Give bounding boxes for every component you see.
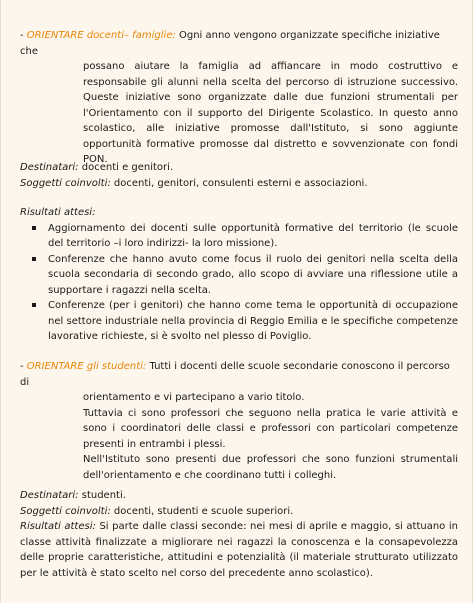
risultati-line xyxy=(20,519,458,581)
section-orientare-docenti-famiglie xyxy=(20,28,458,168)
list-item xyxy=(32,221,458,252)
section-title: ORIENTARE docenti– famiglie: xyxy=(26,30,176,41)
risultati-label: Risultati attesi: xyxy=(20,521,96,532)
soggetti-value: docenti, genitori, consulenti esterni e associazioni. xyxy=(113,177,368,189)
section-orientare-studenti xyxy=(20,359,458,483)
soggetti-line xyxy=(20,504,458,520)
section1-risultati xyxy=(20,205,458,345)
list-item-text: Conferenze (per i genitori) che hanno come tema le opportunità di occupazione nel settore industriale nella provincia di Reggio Emilia e le specifiche competenze lavorative richieste, si è svolto nel plesso di Poviglio. xyxy=(48,300,458,342)
destinatari-value: studenti. xyxy=(81,490,126,501)
bullet-icon xyxy=(32,303,36,307)
dash: - xyxy=(20,361,24,372)
risultati-text: Si parte dalle classi seconde: nei mesi di aprile e maggio, si attuano in classe attività finalizzate a migliorare nei ragazzi la conoscenza e la consapevolezza delle proprie caratteristiche, attitudini e potenzialità (il materiale strutturato utilizzato per le attività è stato scelto nel corso del precedente anno scolastico). xyxy=(20,521,458,579)
soggetti-line xyxy=(20,176,458,192)
section2-meta xyxy=(20,488,458,581)
list-item-text: Conferenze che hanno avuto come focus il ruolo dei genitori nella scelta della scuola secondaria di secondo grado, allo scopo di avviare una riflessione utile a supportare i ragazzi nella scelta. xyxy=(48,253,458,296)
list-item xyxy=(32,298,458,345)
destinatari-line xyxy=(20,488,458,504)
risultati-list xyxy=(20,221,458,345)
section-paragraph: possano aiutare la famiglia ad affiancare in modo costruttivo e responsabile gli alunni nella scelta del percorso di istruzione successivo. Queste iniziative sono organizzate dalle due funzioni strumentali per l'Orientamento con il supporto del Dirigente Scolastico. In questo anno scolastico, alle iniziative promosse dall'Istituto, si sono aggiunte opportunità formative promosse dal distretto e sovvenzionate con fondi PON. xyxy=(83,61,458,165)
list-item-text: Aggiornamento dei docenti sulle opportunità formative del territorio (le scuole del territorio –i loro indirizzi- la loro missione). xyxy=(48,222,458,249)
section-paragraph: Tuttavia ci sono professori che seguono nella pratica le varie attività e sono i coordinatori delle classi e professori con particolari competenze presenti in entrambi i plessi. xyxy=(83,407,458,450)
destinatari-label: Destinatari: xyxy=(20,490,79,501)
destinatari-value: docenti e genitori. xyxy=(81,162,174,173)
section-heading-line xyxy=(20,359,458,390)
section-paragraph: orientamento e vi partecipano a vario titolo. xyxy=(83,392,305,403)
section-intro-text: Tutti i docenti delle scuole secondarie conoscono il percorso di xyxy=(20,361,450,388)
section-heading-line xyxy=(20,28,458,59)
section-intro-text: Ogni anno vengono organizzate specifiche iniziative che xyxy=(20,30,440,57)
soggetti-value: docenti, studenti e scuole superiori. xyxy=(113,505,294,517)
list-item xyxy=(32,252,458,299)
bullet-icon xyxy=(32,226,36,230)
bullet-icon xyxy=(32,257,36,261)
soggetti-label: Soggetti coinvolti: xyxy=(20,505,111,517)
section-title: ORIENTARE gli studenti: xyxy=(26,361,147,372)
dash: - xyxy=(20,30,24,41)
risultati-label: Risultati attesi: xyxy=(20,207,96,218)
destinatari-line xyxy=(20,160,458,176)
soggetti-label: Soggetti coinvolti: xyxy=(20,177,111,189)
destinatari-label: Destinatari: xyxy=(20,162,79,173)
section-paragraph: Nell'Istituto sono presenti due professori che sono funzioni strumentali dell'orientamento e che coordinano tutti i colleghi. xyxy=(83,454,458,481)
section1-meta xyxy=(20,160,458,191)
